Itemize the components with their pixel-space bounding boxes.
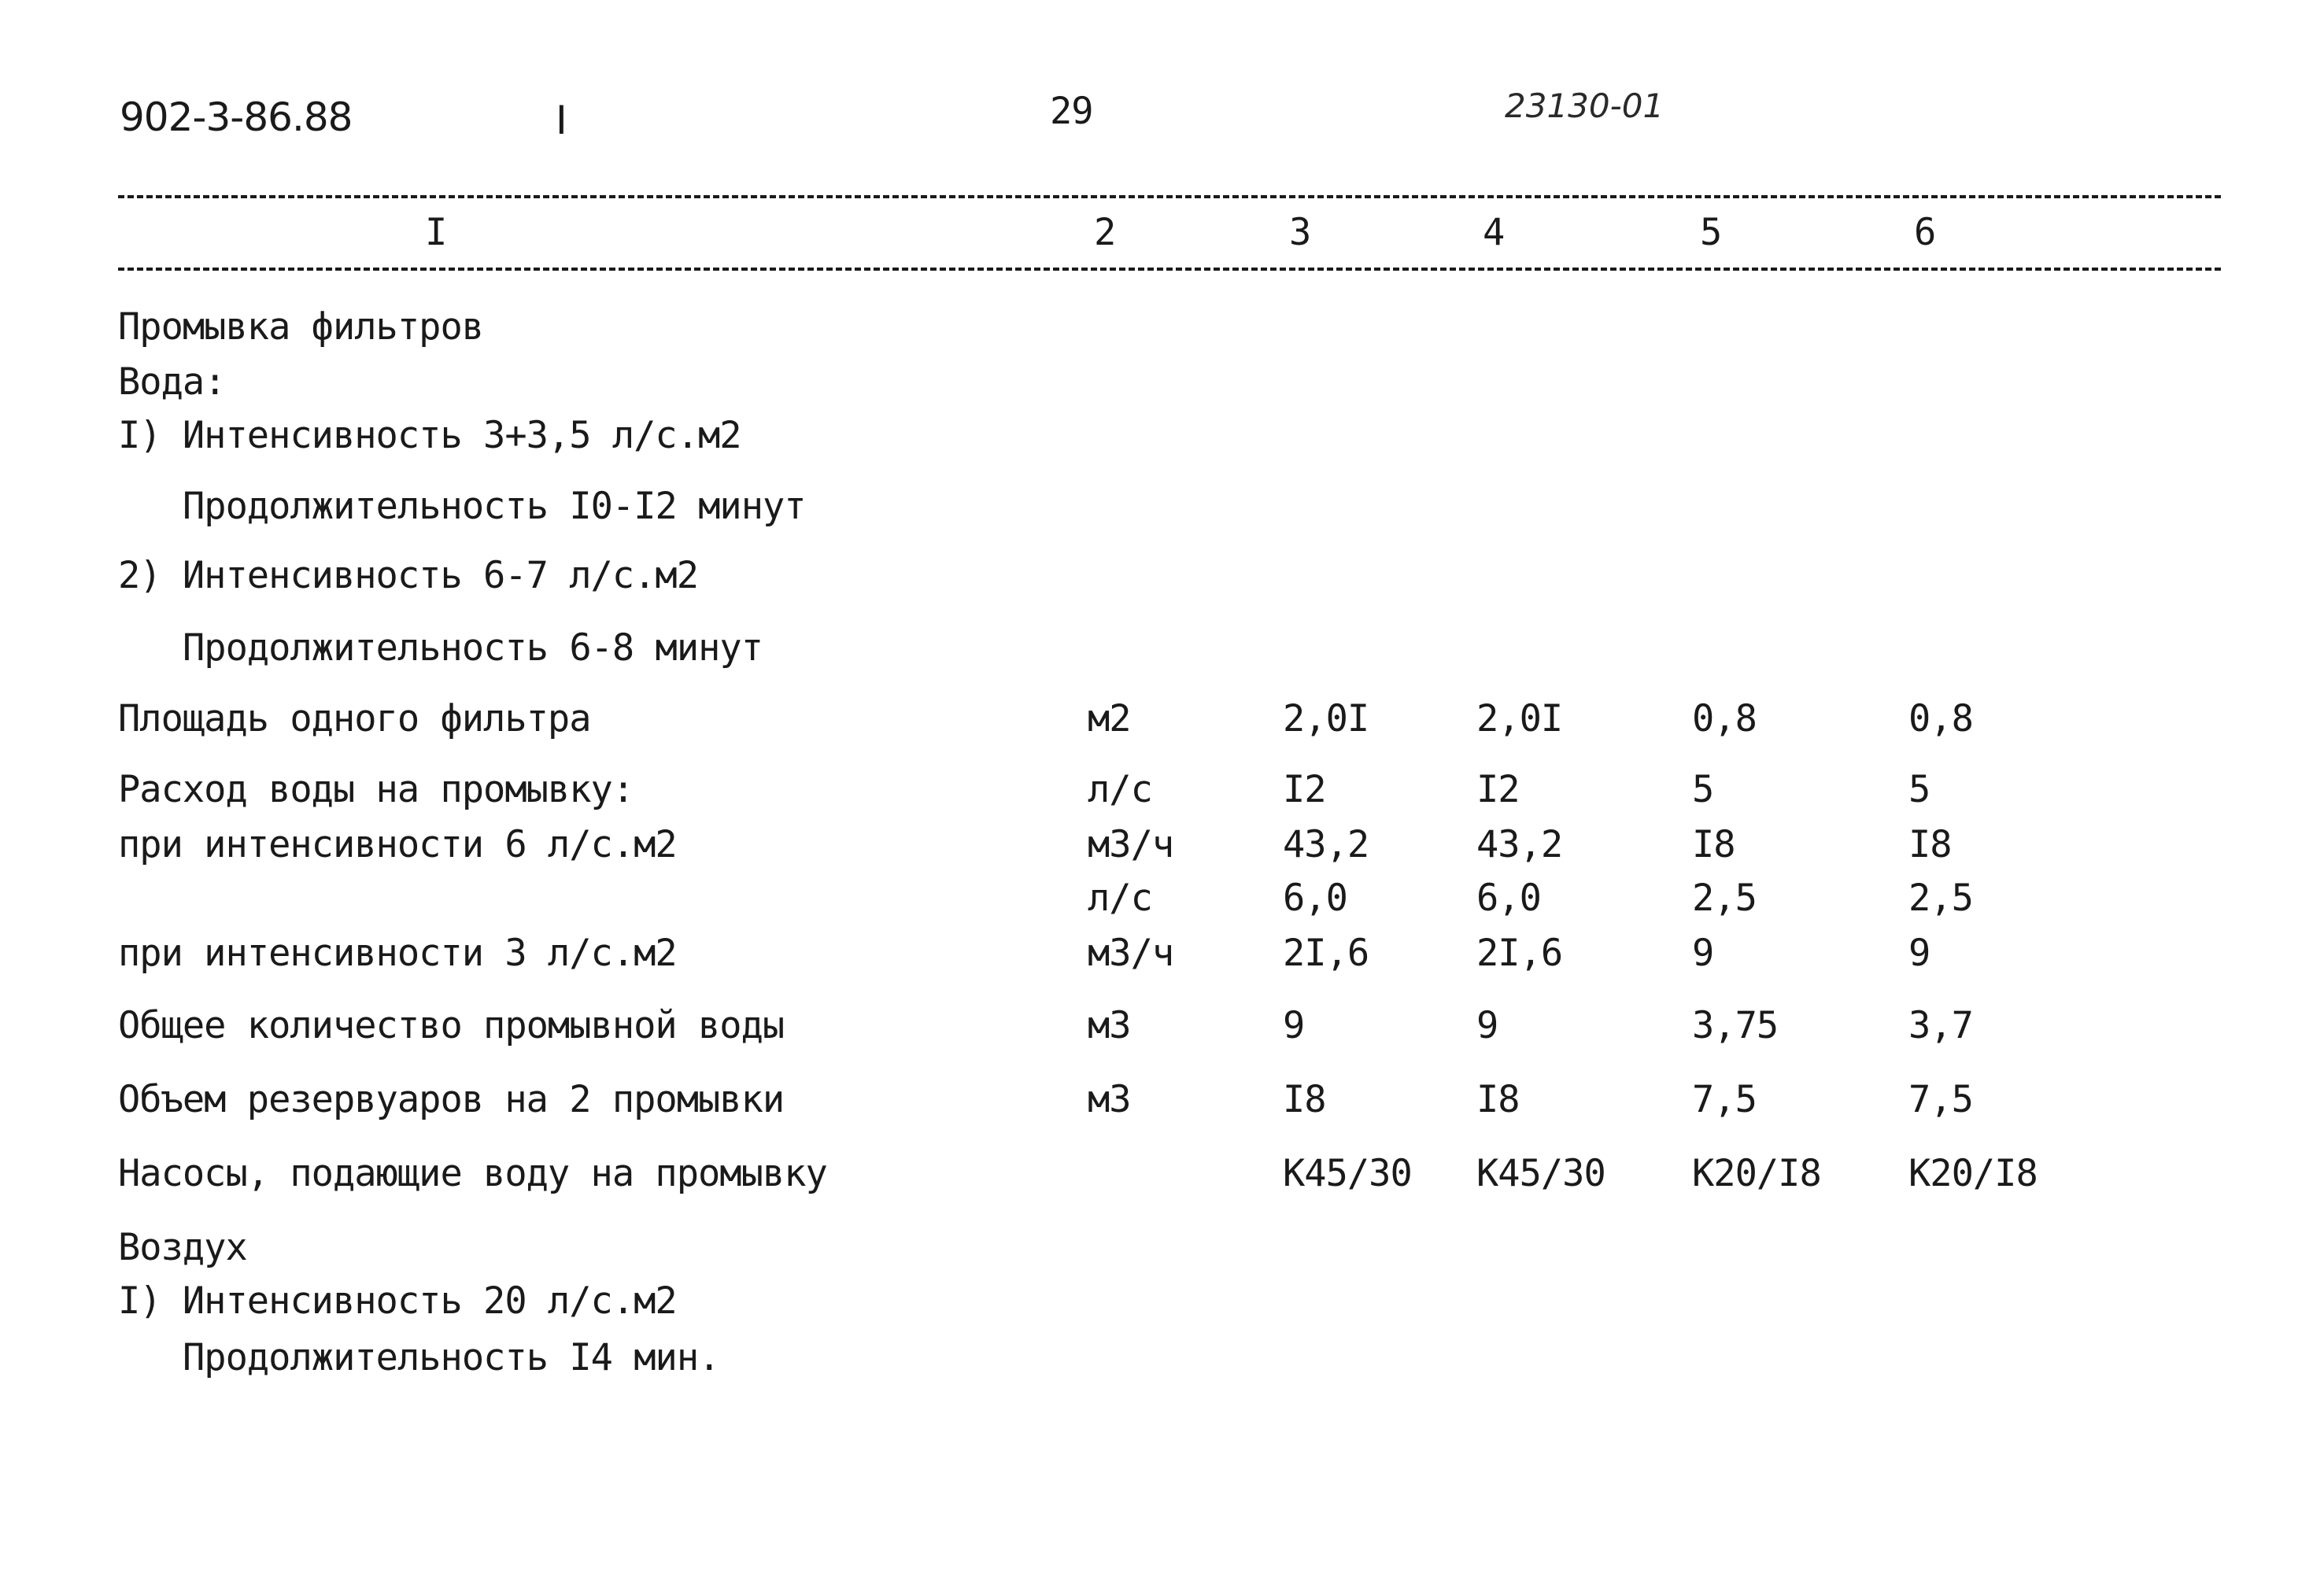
row-value-5: 5 — [1692, 768, 1714, 811]
row-value-4: 43,2 — [1476, 823, 1563, 866]
row-label: Насосы, подающие воду на промывку — [118, 1152, 827, 1195]
column-header-row — [0, 211, 2324, 261]
column-header-2: 2 — [1094, 211, 1116, 254]
row-value-6: 5 — [1908, 768, 1931, 811]
air-line: I) Интенсивность 20 л/с.м2 — [118, 1279, 677, 1323]
row-unit: м3/ч — [1088, 932, 1174, 975]
row-value-6: 3,7 — [1908, 1004, 1973, 1047]
row-value-6: К20/I8 — [1908, 1152, 2038, 1195]
row-value-4: I2 — [1476, 768, 1520, 811]
row-value-3: 9 — [1283, 1004, 1305, 1047]
column-header-5: 5 — [1700, 211, 1722, 254]
table-row — [0, 823, 2324, 873]
row-value-6: 9 — [1908, 932, 1931, 975]
inventory-stamp: 23130-01 — [1505, 87, 1664, 125]
document-code: 902-3-86.88 — [120, 94, 353, 140]
row-value-6: 2,5 — [1908, 877, 1973, 920]
section-title: Промывка фильтров — [118, 305, 484, 349]
row-value-3: К45/30 — [1283, 1152, 1412, 1195]
row-label: Общее количество промывной воды — [118, 1004, 785, 1047]
water-line: Продолжительность 6-8 минут — [183, 626, 763, 670]
column-header-3: 3 — [1289, 211, 1311, 254]
row-value-4: I8 — [1476, 1078, 1520, 1121]
table-row — [0, 1004, 2324, 1054]
table-top-rule — [118, 195, 2221, 198]
row-value-3: I2 — [1283, 768, 1326, 811]
row-value-5: К20/I8 — [1692, 1152, 1821, 1195]
row-unit: м3 — [1088, 1004, 1131, 1047]
section-subtitle: Вода: — [118, 360, 226, 404]
row-value-5: I8 — [1692, 823, 1735, 866]
row-unit: л/с — [1088, 768, 1152, 811]
row-unit: м3/ч — [1088, 823, 1174, 866]
row-value-3: 43,2 — [1283, 823, 1369, 866]
table-row — [0, 768, 2324, 818]
row-label: Объем резервуаров на 2 промывки — [118, 1078, 785, 1121]
row-value-6: I8 — [1908, 823, 1952, 866]
row-label: при интенсивности 3 л/с.м2 — [118, 932, 677, 975]
water-line: Продолжительность I0-I2 минут — [183, 485, 806, 528]
row-value-4: 2I,6 — [1476, 932, 1563, 975]
row-value-3: 2I,6 — [1283, 932, 1369, 975]
table-row — [0, 1152, 2324, 1202]
table-header-rule — [118, 268, 2221, 271]
page-number: 29 — [1050, 90, 1093, 133]
row-value-4: К45/30 — [1476, 1152, 1605, 1195]
row-value-6: 0,8 — [1908, 697, 1973, 740]
row-unit: м3 — [1088, 1078, 1131, 1121]
row-value-5: 9 — [1692, 932, 1714, 975]
water-line: I) Интенсивность 3+3,5 л/с.м2 — [118, 414, 741, 457]
row-label: при интенсивности 6 л/с.м2 — [118, 823, 677, 866]
row-label: Площадь одного фильтра — [118, 697, 591, 740]
row-value-4: 2,0I — [1476, 697, 1563, 740]
row-value-4: 9 — [1476, 1004, 1498, 1047]
row-unit: м2 — [1088, 697, 1131, 740]
water-line: 2) Интенсивность 6-7 л/с.м2 — [118, 554, 699, 597]
table-row — [0, 877, 2324, 927]
row-value-3: I8 — [1283, 1078, 1326, 1121]
air-section-title: Воздух — [118, 1226, 247, 1269]
table-row — [0, 932, 2324, 982]
row-unit: л/с — [1088, 877, 1152, 920]
column-header-6: 6 — [1914, 211, 1936, 254]
row-value-5: 0,8 — [1692, 697, 1757, 740]
table-row — [0, 1078, 2324, 1128]
column-header-1: I — [425, 211, 447, 254]
row-value-3: 6,0 — [1283, 877, 1347, 920]
row-value-5: 3,75 — [1692, 1004, 1779, 1047]
air-line: Продолжительность I4 мин. — [183, 1336, 720, 1379]
column-header-4: 4 — [1483, 211, 1505, 254]
row-value-4: 6,0 — [1476, 877, 1541, 920]
row-value-3: 2,0I — [1283, 697, 1369, 740]
table-row — [0, 697, 2324, 748]
row-label: Расход воды на промывку: — [118, 768, 634, 811]
album-number: I — [556, 98, 567, 143]
row-value-5: 7,5 — [1692, 1078, 1757, 1121]
row-value-6: 7,5 — [1908, 1078, 1973, 1121]
row-value-5: 2,5 — [1692, 877, 1757, 920]
